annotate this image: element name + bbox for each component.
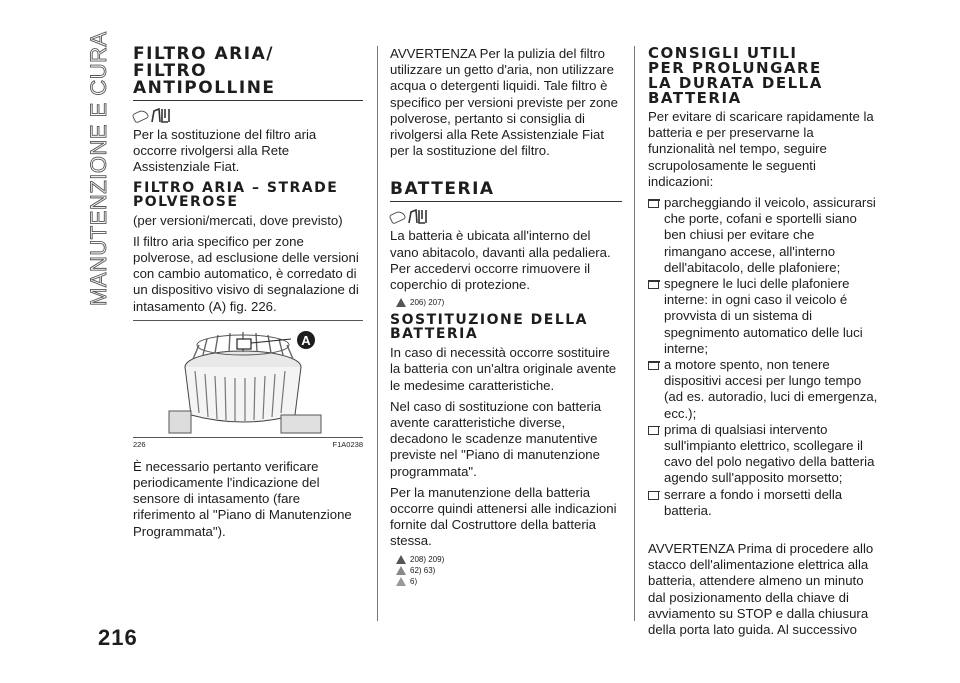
caution-icon [396, 566, 406, 575]
section-heading-line: ANTIPOLLINE [133, 78, 276, 98]
figure-rule [133, 320, 363, 321]
air-filter-illustration [133, 325, 363, 437]
page-number: 216 [98, 625, 138, 650]
section-heading: BATTERIA [390, 179, 495, 200]
warning-triangle-icon [396, 555, 406, 564]
car-service-icon [150, 108, 172, 124]
section-heading-line: FILTRO ARIA/ [133, 44, 274, 64]
column-divider [377, 46, 378, 621]
warning-reference: 208) 209) [396, 555, 622, 564]
figure-number: 226 [133, 439, 146, 449]
warning-triangle-icon [396, 298, 406, 307]
bullet-icon [648, 426, 659, 435]
service-symbol [133, 105, 363, 127]
note-paragraph: (per versioni/mercati, dove previsto) [133, 212, 343, 228]
bullet-icon [648, 361, 659, 370]
service-symbol [390, 206, 622, 228]
heading-rule [133, 100, 363, 101]
environment-icon [396, 577, 406, 586]
section-heading-line: BATTERIA [648, 89, 742, 107]
air-filter-figure [133, 325, 363, 437]
section-heading-line: LA DURATA DELLA [648, 74, 823, 92]
intro-paragraph: Per evitare di scaricare rapidamente la batteria e per preservarne la funzionalità nel tempo, seguire scrupolosamente le seguenti indicazioni: [648, 109, 874, 189]
list-item: spegnere le luci delle plafoniere interne: in ogni caso il veicolo é provvista di un sistema di spegnimento automatico delle luci interne; [648, 276, 880, 357]
section-title: MANUTENZIONE E CURA [86, 31, 111, 306]
subheading-line: FILTRO ARIA – STRADE [133, 179, 339, 196]
intro-paragraph: Per la sostituzione del filtro aria occorre rivolgersi alla Rete Assistenziale Fiat. [133, 127, 317, 175]
subheading-line: SOSTITUZIONE DELLA [390, 312, 589, 329]
section-sidebar [82, 31, 112, 308]
replacement-paragraph: In caso di necessità occorre sostituire la batteria con un'altra originale avente le medesime caratteristiche. [390, 345, 617, 393]
different-battery-paragraph: Nel caso di sostituzione con batteria avente caratteristiche diverse, decadono le scadenze manutentive previste nel "Piano di manutenzione programmata". [390, 398, 602, 479]
column-divider [634, 46, 635, 621]
column-left [133, 46, 363, 545]
heading-rule [390, 201, 622, 202]
warning-paragraph: AVVERTENZA Prima di procedere allo stacco dell'alimentazione elettrica alla batteria, attendere almeno un minuto dal posizionamento della chiave di avviamento su STOP e dalla chiusura della porta lato guida. Al successivo [648, 541, 874, 638]
wrench-icon [389, 210, 407, 225]
wrench-icon [132, 108, 150, 123]
figure-callout-a: A [301, 332, 311, 348]
list-item: parcheggiando il veicolo, assicurarsi che porte, cofani e sportelli siano ben chiusi per evitare che rimangano accese, all'interno dell'abitacolo, delle plafoniere; [648, 195, 880, 276]
car-service-icon [407, 209, 429, 225]
maintenance-paragraph: Per la manutenzione della batteria occorre quindi attenersi alle indicazioni fornite dal Costruttore della batteria stessa. [390, 484, 617, 549]
subheading-line: POLVEROSE [133, 193, 239, 210]
section-heading-line: FILTRO [133, 61, 208, 81]
body-paragraph: Il filtro aria specifico per zone polverose, ad esclusione delle versioni con cambio automatico, è corredato di un dispositivo visivo di segnalazione di intasamento (A) fig. 226. [133, 233, 359, 314]
location-paragraph: La batteria è ubicata all'interno del vano abitacolo, davanti alla pedaliera. Per accedervi occorre rimuovere il coperchio di protezione. [390, 228, 611, 293]
list-item: a motore spento, non tenere dispositivi accesi per lungo tempo (ad es. autoradio, luci di emergenza, ecc.); [648, 357, 880, 422]
list-item: prima di qualsiasi intervento sull'impianto elettrico, scollegare il cavo del polo negativo della batteria agendo sull'apposito morsetto; [648, 422, 880, 487]
warning-paragraph: AVVERTENZA Per la pulizia del filtro utilizzare un getto d'aria, non utilizzare acqua o detergenti liquidi. Tale filtro è specifico per versioni previste per zone polverose, pertanto si consiglia di rivolgersi alla Rete Assistenziale Fiat per la sostituzione del filtro. [390, 46, 618, 159]
after-figure-paragraph: È necessario pertanto verificare periodicamente l'indicazione del sensore di intasamento (fare riferimento al "Piano di Manutenzione Programmata"). [133, 458, 352, 539]
subheading-line: BATTERIA [390, 326, 479, 343]
column-right [648, 46, 880, 643]
bullet-icon [648, 199, 659, 208]
list-item: serrare a fondo i morsetti della batteria. [648, 487, 880, 519]
warning-reference: 206) 207) [396, 298, 622, 307]
bullet-icon [648, 280, 659, 289]
environment-reference: 6) [396, 577, 622, 586]
section-heading-line: PER PROLUNGARE [648, 59, 822, 77]
column-middle [390, 46, 622, 592]
section-heading-line: CONSIGLI UTILI [648, 44, 798, 62]
bullet-icon [648, 491, 659, 500]
caution-reference: 62) 63) [396, 566, 622, 575]
figure-caption [133, 440, 363, 449]
figure-code: F1A0238 [332, 439, 363, 449]
